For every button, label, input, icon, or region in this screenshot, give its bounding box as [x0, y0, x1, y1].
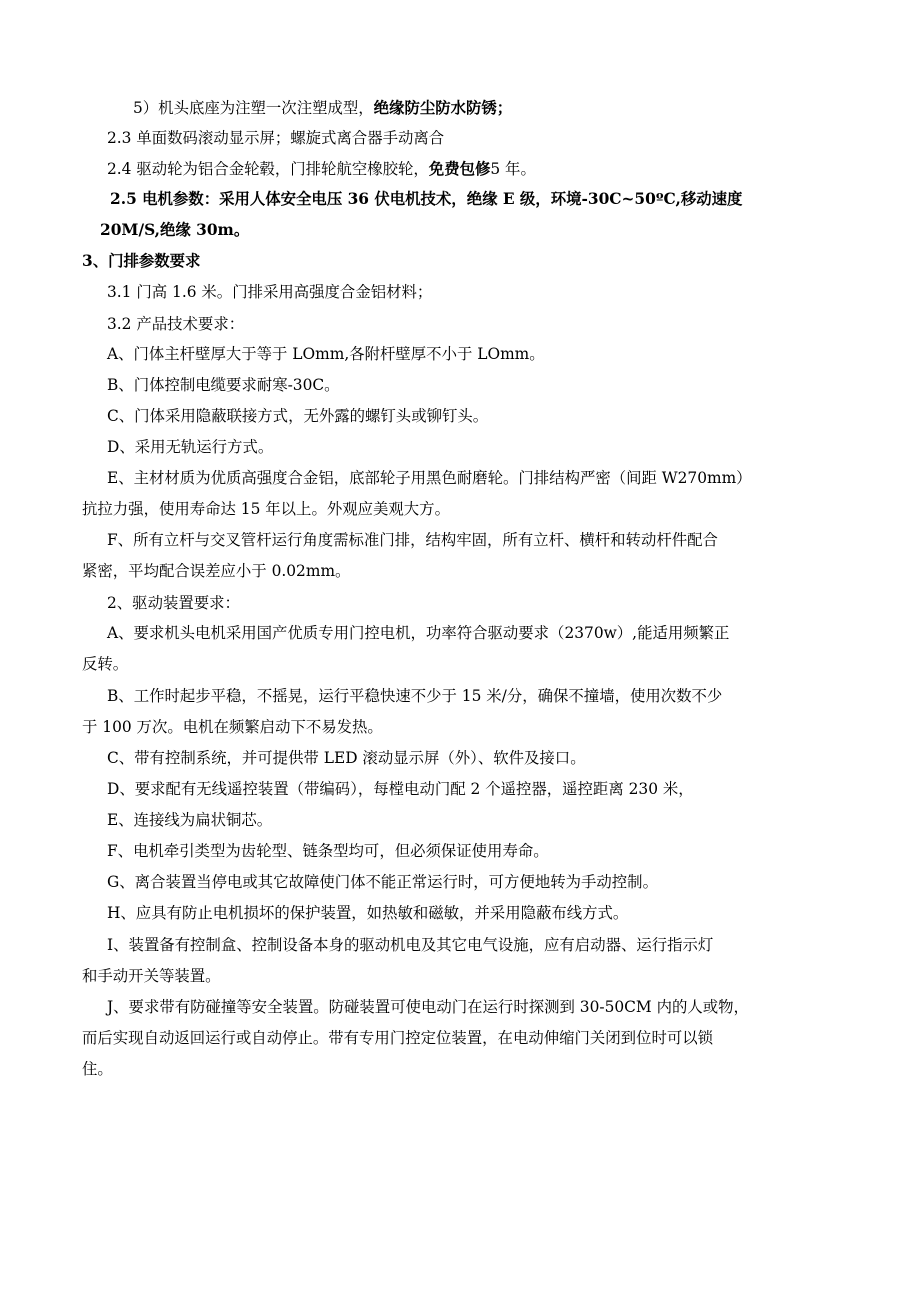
- text-run: 2.4 驱动轮为铝合金轮毂，门排轮航空橡胶轮，: [107, 160, 429, 178]
- text-line: H、应具有防止电机损坏的保护装置，如热敏和磁敏，并采用隐蔽布线方式。: [107, 904, 629, 922]
- text-line: [107, 158, 536, 180]
- text-line: 2.5 电机参数：采用人体安全电压 36 伏电机技术，绝缘 E 级，环境-30C~50ºC,移动速度: [110, 190, 743, 208]
- text-line: A、门体主杆壁厚大于等于 LOmm,各附杆壁厚不小于 LOmm。: [107, 345, 545, 363]
- text-line: G、离合装置当停电或其它故障使门体不能正常运行时，可方便地转为手动控制。: [107, 873, 658, 891]
- text-run-bold: 绝缘防尘防水防锈；: [373, 99, 513, 117]
- text-run: 5 年。: [490, 160, 536, 178]
- text-line: 于 100 万次。电机在频繁启动下不易发热。: [82, 718, 383, 736]
- text-line: 2.3 单面数码滚动显示屏；螺旋式离合器手动离合: [107, 129, 445, 147]
- text-line: B、门体控制电缆要求耐寒-30C。: [107, 376, 340, 394]
- text-line: 住。: [82, 1060, 113, 1078]
- text-line: F、所有立杆与交叉管杆运行角度需标准门排，结构牢固，所有立杆、横杆和转动杆件配合: [107, 531, 718, 549]
- text-line: 抗拉力强，使用寿命达 15 年以上。外观应美观大方。: [82, 500, 450, 518]
- text-line: C、带有控制系统，并可提供带 LED 滚动显示屏（外）、软件及接口。: [107, 749, 586, 767]
- text-line: E、主材材质为优质高强度合金铝，底部轮子用黑色耐磨轮。门排结构严密（间距 W270mm）: [107, 469, 752, 487]
- text-line: 20M/S,绝缘 30m。: [100, 221, 250, 239]
- text-run-bold: 免费包修: [428, 160, 491, 178]
- text-line: D、要求配有无线遥控装置（带编码），每樘电动门配 2 个遥控器，遥控距离 230 米，: [107, 780, 694, 798]
- text-line: I、装置备有控制盒、控制设备本身的驱动机电及其它电气设施，应有启动器、运行指示灯: [107, 936, 714, 954]
- text-line: J、要求带有防碰撞等安全装置。防碰装置可使电动门在运行时探测到 30-50CM 内的人或物，: [107, 998, 749, 1016]
- text-line: 而后实现自动返回运行或自动停止。带有专用门控定位装置，在电动伸缩门关闭到位时可以锁: [82, 1029, 714, 1047]
- text-line: 2、驱动装置要求：: [107, 594, 240, 612]
- text-run: 5）机头底座为注塑一次注塑成型，: [133, 99, 374, 117]
- text-line: F、电机牵引类型为齿轮型、链条型均可，但必须保证使用寿命。: [107, 842, 549, 860]
- text-line: 反转。: [82, 655, 129, 673]
- text-line: 和手动开关等装置。: [82, 967, 221, 985]
- text-line: E、连接线为扁状铜芯。: [107, 811, 273, 829]
- text-line: [133, 97, 512, 119]
- text-line: 3.2 产品技术要求：: [107, 315, 245, 333]
- section-heading: 3、门排参数要求: [82, 252, 201, 270]
- text-line: B、工作时起步平稳，不摇晃，运行平稳快速不少于 15 米/分，确保不撞墙，使用次数不少: [107, 687, 723, 705]
- text-line: A、要求机头电机采用国产优质专用门控电机，功率符合驱动要求（2370w）,能适用频繁正: [107, 624, 730, 642]
- text-line: 紧密，平均配合误差应小于 0.02mm。: [82, 562, 351, 580]
- text-line: D、采用无轨运行方式。: [107, 438, 274, 456]
- text-line: C、门体采用隐蔽联接方式，无外露的螺钉头或铆钉头。: [107, 407, 489, 425]
- text-line: 3.1 门高 1.6 米。门排采用高强度合金铝材料；: [107, 283, 433, 301]
